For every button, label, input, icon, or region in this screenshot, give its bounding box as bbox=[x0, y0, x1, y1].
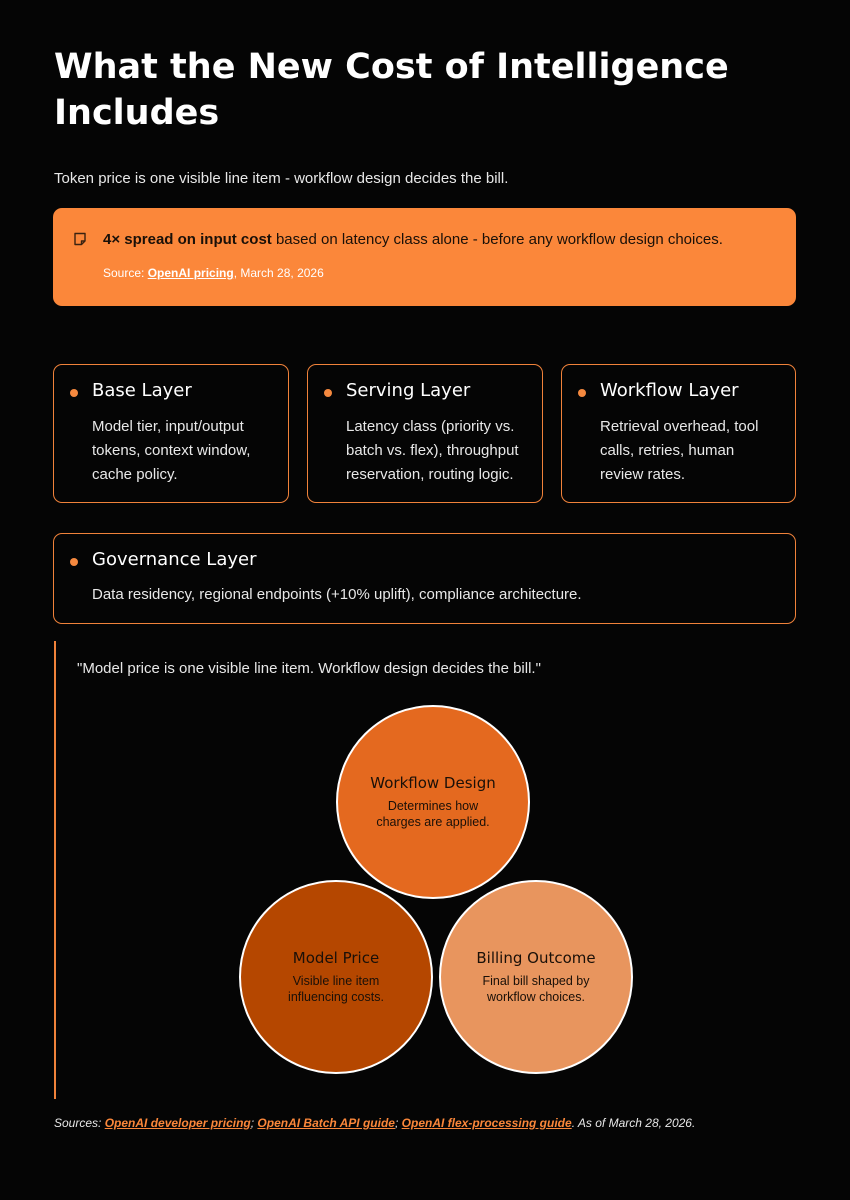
card-title: Governance Layer bbox=[92, 549, 257, 570]
sources-suffix: . As of March 28, 2026. bbox=[571, 1116, 696, 1130]
card-title: Base Layer bbox=[92, 380, 192, 401]
callout-headline-rest: based on latency class alone - before any workflow design choices. bbox=[271, 231, 723, 248]
sources-prefix: Sources: bbox=[54, 1116, 105, 1130]
venn-circle-model-price bbox=[239, 880, 433, 1074]
card-governance-layer bbox=[53, 533, 796, 624]
batch-api-guide-link[interactable]: OpenAI Batch API guide bbox=[257, 1116, 395, 1130]
card-title: Workflow Layer bbox=[600, 380, 739, 401]
sources-separator: ; bbox=[394, 1116, 402, 1130]
venn-circle-workflow-design bbox=[336, 705, 530, 899]
stat-callout bbox=[53, 208, 796, 306]
sources-footer bbox=[54, 1116, 695, 1130]
bullet-dot-icon bbox=[324, 389, 332, 397]
card-serving-layer bbox=[307, 364, 543, 503]
venn-circle-title: Model Price bbox=[292, 949, 380, 967]
quote-bar bbox=[54, 641, 56, 1099]
page-title: What the New Cost of Intelligence Includes bbox=[54, 47, 729, 133]
callout-source bbox=[103, 266, 324, 280]
pull-quote: "Model price is one visible line item. Workflow design decides the bill." bbox=[77, 660, 541, 677]
card-base-layer bbox=[53, 364, 289, 503]
openai-pricing-link[interactable]: OpenAI pricing bbox=[147, 266, 234, 280]
venn-circle-title: Billing Outcome bbox=[476, 949, 596, 967]
venn-circle-body: Visible line item influencing costs. bbox=[288, 974, 384, 1004]
venn-circle-billing-outcome bbox=[439, 880, 633, 1074]
bullet-dot-icon bbox=[578, 389, 586, 397]
callout-source-date: , March 28, 2026 bbox=[233, 266, 324, 280]
card-title: Serving Layer bbox=[346, 380, 471, 401]
bullet-dot-icon bbox=[70, 389, 78, 397]
card-workflow-layer bbox=[561, 364, 796, 503]
developer-pricing-link[interactable]: OpenAI developer pricing bbox=[104, 1116, 251, 1130]
note-icon bbox=[73, 232, 87, 246]
venn-circle-body: Determines how charges are applied. bbox=[376, 799, 490, 829]
flex-processing-guide-link[interactable]: OpenAI flex-processing guide bbox=[401, 1116, 572, 1130]
bullet-dot-icon bbox=[70, 558, 78, 566]
card-body: Data residency, regional endpoints (+10% uplift), compliance architecture. bbox=[92, 586, 582, 603]
sources-separator: ; bbox=[250, 1116, 258, 1130]
venn-circle-body: Final bill shaped by workflow choices. bbox=[482, 974, 590, 1004]
card-body: Model tier, input/output tokens, context window, cache policy. bbox=[92, 418, 251, 483]
callout-headline-bold: 4× spread on input cost bbox=[103, 231, 272, 248]
card-body: Retrieval overhead, tool calls, retries, human review rates. bbox=[600, 418, 759, 483]
callout-headline bbox=[103, 231, 723, 248]
page-subtitle: Token price is one visible line item - workflow design decides the bill. bbox=[54, 170, 509, 187]
venn-circle-title: Workflow Design bbox=[370, 774, 496, 792]
card-body: Latency class (priority vs. batch vs. flex), throughput reservation, routing logic. bbox=[346, 418, 519, 483]
callout-source-prefix: Source: bbox=[103, 266, 148, 280]
